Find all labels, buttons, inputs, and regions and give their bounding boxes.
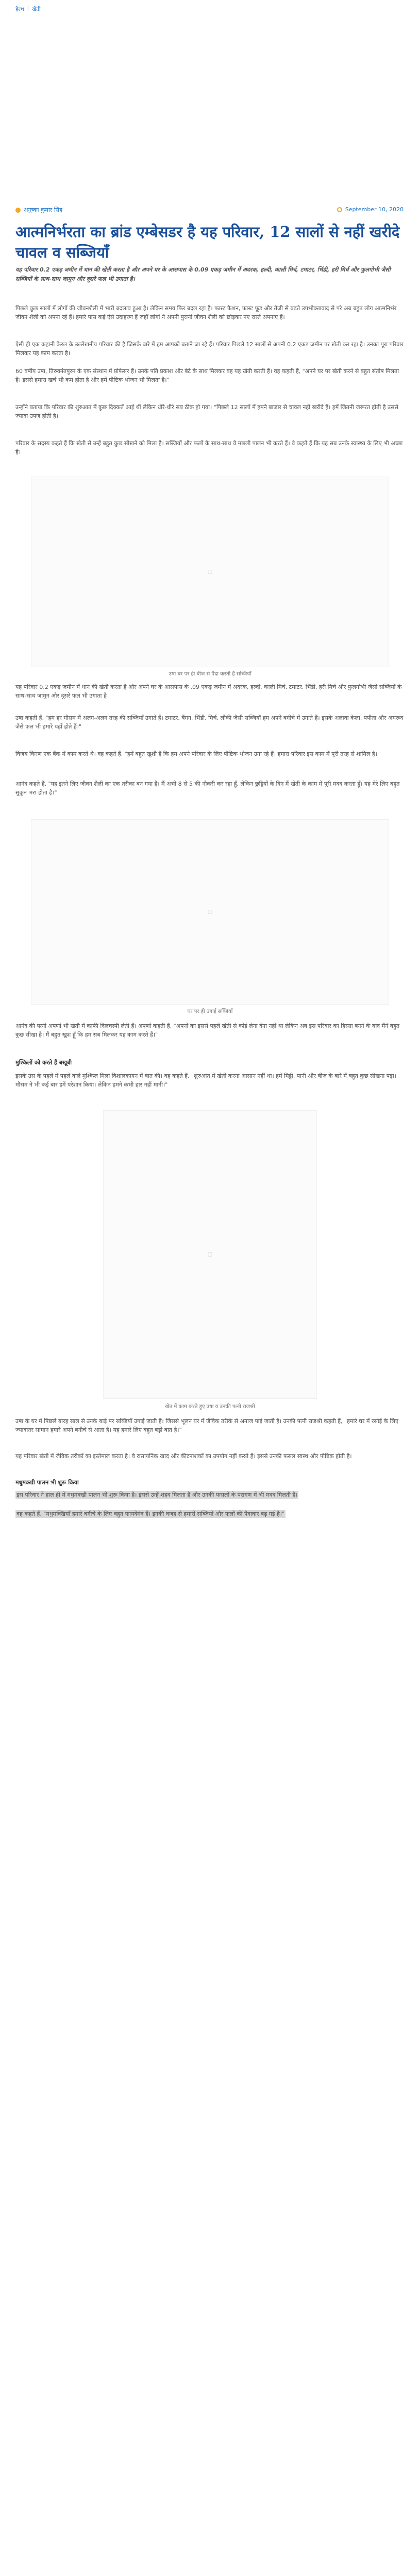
paragraph-11: इसके उस के पहले में पहले वाले मुश्किल मिला विशालकायन में बात की। वह कहते हैं, "शुरुआत में खेती करना आसान नहीं था। हमें मिट्टी, पानी और बीज के बारे में बहुत कुछ सीखना पड़ा। मौसम ने भी कई बार हमें परेशान किया। लेकिन हमने कभी हार नहीं मानी।" [15,1073,396,1088]
date-block [337,206,404,213]
subheading-2: मधुमक्खी पालन भी शुरू किया [15,1479,79,1486]
breadcrumb-category-link[interactable]: खेती [32,7,41,12]
author-icon [15,208,21,213]
image-placeholder-icon: ▢ [207,1251,213,1258]
embedded-media-area [31,1540,389,2097]
author-block[interactable] [15,206,62,214]
paragraph-1: पिछले कुछ सालों में लोगों की जीवनशैली में भारी बदलाव हुआ है। लेकिन समय फिर बदल रहा है। फास्ट फैशन, फास्ट फूड और तेजी से बढ़ते उपभोक्तावाद से परे अब बहुत लोग आत्मनिर्भर जीवन शैली को अपना रहे हैं। हमारे पास कई ऐसे उदाहरण हैं जहाँ लोगों ने अपनी पुरानी जीवन शैली को छोड़कर नए रास्ते अपनाए हैं। [15,305,397,320]
breadcrumb-separator: | [27,5,29,11]
breadcrumb-home-link[interactable]: हेल्थ [15,7,24,12]
paragraph-9: आनंद कहते हैं, "यह इतने लिए जीवन शैली का एक तरीका बन गया है। मैं अभी 8 से 5 की नौकरी कर रहा हूँ, लेकिन छुट्टियों के दिन मैं खेती के काम में पूरी मदद करता हूँ। यह मेरे लिए बहुत सुकून भरा होता है।" [15,781,400,796]
paragraph-8: विजय किरण एक बैंक में काम करते थे। वह कहते हैं, "हमें बहुत खुशी है कि हम अपने परिवार के लिए पौष्टिक भोजन उगा रहे हैं। हमारा परिवार इस काम में पूरी तरह से शामिल है।" [15,751,380,757]
image-2-caption: घर पर ही उगाई सब्जियाँ [187,1009,233,1014]
article-image-1 [31,477,389,667]
article-summary: यह परिवार 0.2 एकड़ जमीन में धान की खेती करता है और अपने घर के आसपास के 0.09 एकड़ जमीन में अदरक, हल्दी, काली मिर्च, टमाटर, भिंडी, हरी मिर्च और फुलगोभी जैसी सब्जियों के साथ-साथ जामुन और दूसरे फल भी उगाता है। [15,266,391,282]
paragraph-2: ऐसी ही एक कहानी केरल के उल्लेखनीय परिवार की है जिसके बारे में हम आपको बताने जा रहे हैं। परिवार पिछले 12 सालों से अपनी 0.2 एकड़ जमीन पर खेती कर रहा है। उनका पूरा परिवार मिलकर यह काम करता है। [15,341,404,357]
paragraph-7: उषा कहती हैं, "हम हर मौसम में अलग-अलग तरह की सब्जियाँ उगाते हैं। टमाटर, बैंगन, भिंडी, मिर्च, लौकी जैसी सब्जियाँ हम अपने बगीचे में उगाते हैं। इसके अलावा केला, पपीता और अमरूद जैसे फल भी हमारे यहाँ होते हैं।" [15,715,404,730]
highlighted-passage [15,1490,405,1499]
highlight-line-2: वह कहते हैं, "मधुमक्खियाँ हमारे बगीचे के लिए बहुत फायदेमंद हैं। इनकी वजह से हमारी सब्जियों और फलों की पैदावार बढ़ गई है।" [16,1511,285,1517]
paragraph-6: यह परिवार 0.2 एकड़ जमीन में धान की खेती करता है और अपने घर के आसपास के .09 एकड़ जमीन में अदरक, हल्दी, काली मिर्च, टमाटर, भिंडी, हरी मिर्च और फुलगोभी जैसी सब्जियों के साथ-साथ जामुन और दूसरे फल भी उगाता है। [15,684,402,699]
article-meta [15,206,404,216]
subheading-1: मुश्किलों को करते हैं बखूबी [15,1059,72,1066]
paragraph-5: परिवार के सदस्य कहते हैं कि खेती से उन्हें बहुत कुछ सीखने को मिला है। सब्जियों और फलों के साथ-साथ वे मछली पालन भी करते हैं। वे कहते हैं कि यह सब उनके स्वास्थ्य के लिए भी अच्छा है। [15,440,403,455]
breadcrumb [15,5,41,12]
paragraph-4: उन्होंने बताया कि परिवार की शुरुआत में कुछ दिक्कतें आई थीं लेकिन धीरे-धीरे सब ठीक हो गया। "पिछले 12 सालों में हमने बाजार से चावल नहीं खरीदे हैं। हमें जितनी जरूरत होती है उससे ज्यादा उपज होती है।" [15,404,398,419]
highlighted-passage-2 [15,1510,405,1518]
image-placeholder-icon: ▢ [207,909,213,915]
article-headline: आत्मनिर्भरता का ब्रांड एम्बेसडर है यह परिवार, 12 सालों से नहीं खरीदे चावल व सब्जियाँ [15,223,400,261]
article-image-2 [31,819,389,1005]
clock-icon [337,207,342,212]
paragraph-12: उषा के घर में पिछले बारह साल से उनके बाड़े पर सब्जियाँ उगाई जाती हैं। जिससे भूलन घर में जैविक तरीके से अनाज पाई जाती है। उनकी पत्नी राजश्री कहती हैं, "हमारे घर में रसोई के लिए ज्यादातर सामान हमारे अपने बगीचे से आता है। यह हमारे लिए बहुत बड़ी बात है।" [15,1418,398,1433]
paragraph-10: आनंद की पत्नी अपर्णा भी खेती में काफी दिलचस्पी लेती हैं। अपर्णा कहती हैं, "अपनों का इससे पहले खेती से कोई लेना देना नहीं था लेकिन अब इस परिवार का हिस्सा बनने के बाद मैंने बहुत कुछ सीखा है। मैं बहुत खुश हूँ कि हम सब मिलकर यह काम करते हैं।" [15,1023,400,1038]
image-1-caption: उषा घर पर ही बीज से पैदा करती हैं सब्जियाँ [169,671,252,677]
paragraph-13: यह परिवार खेती में जैविक तरीकों का इस्तेमाल करता है। वे रासायनिक खाद और कीटनाशकों का उपयोग नहीं करते हैं। इससे उनकी फसल स्वस्थ और पौष्टिक होती है। [15,1453,352,1460]
article-image-3 [103,1110,317,1399]
paragraph-3: 60 वर्षीय उषा, तिरुवनंतपुरम के एक संस्थान में प्रोफेसर हैं। उनके पति प्रकाश और बेटे के साथ मिलकर वह यह खेती करती हैं। वह कहती हैं, "अपने घर पर खेती करने से बहुत संतोष मिलता है। इससे हमारा खर्च भी कम होता है और हमें पौष्टिक भोजन भी मिलता है।" [15,368,399,383]
image-placeholder-icon: ▢ [207,569,213,575]
publish-date: September 10, 2020 [345,206,404,213]
author-name[interactable]: अनुष्का कुमार सिंह [24,207,62,213]
highlight-line-1: इस परिवार ने हाल ही में मधुमक्खी पालन भी शुरू किया है। इससे उन्हें शहद मिलता है और उनकी फसलों के परागण में भी मदद मिलती है। [16,1492,298,1498]
image-3-caption: खेत में काम करते हुए उषा व उनकी पत्नी राजश्री [165,1404,255,1410]
